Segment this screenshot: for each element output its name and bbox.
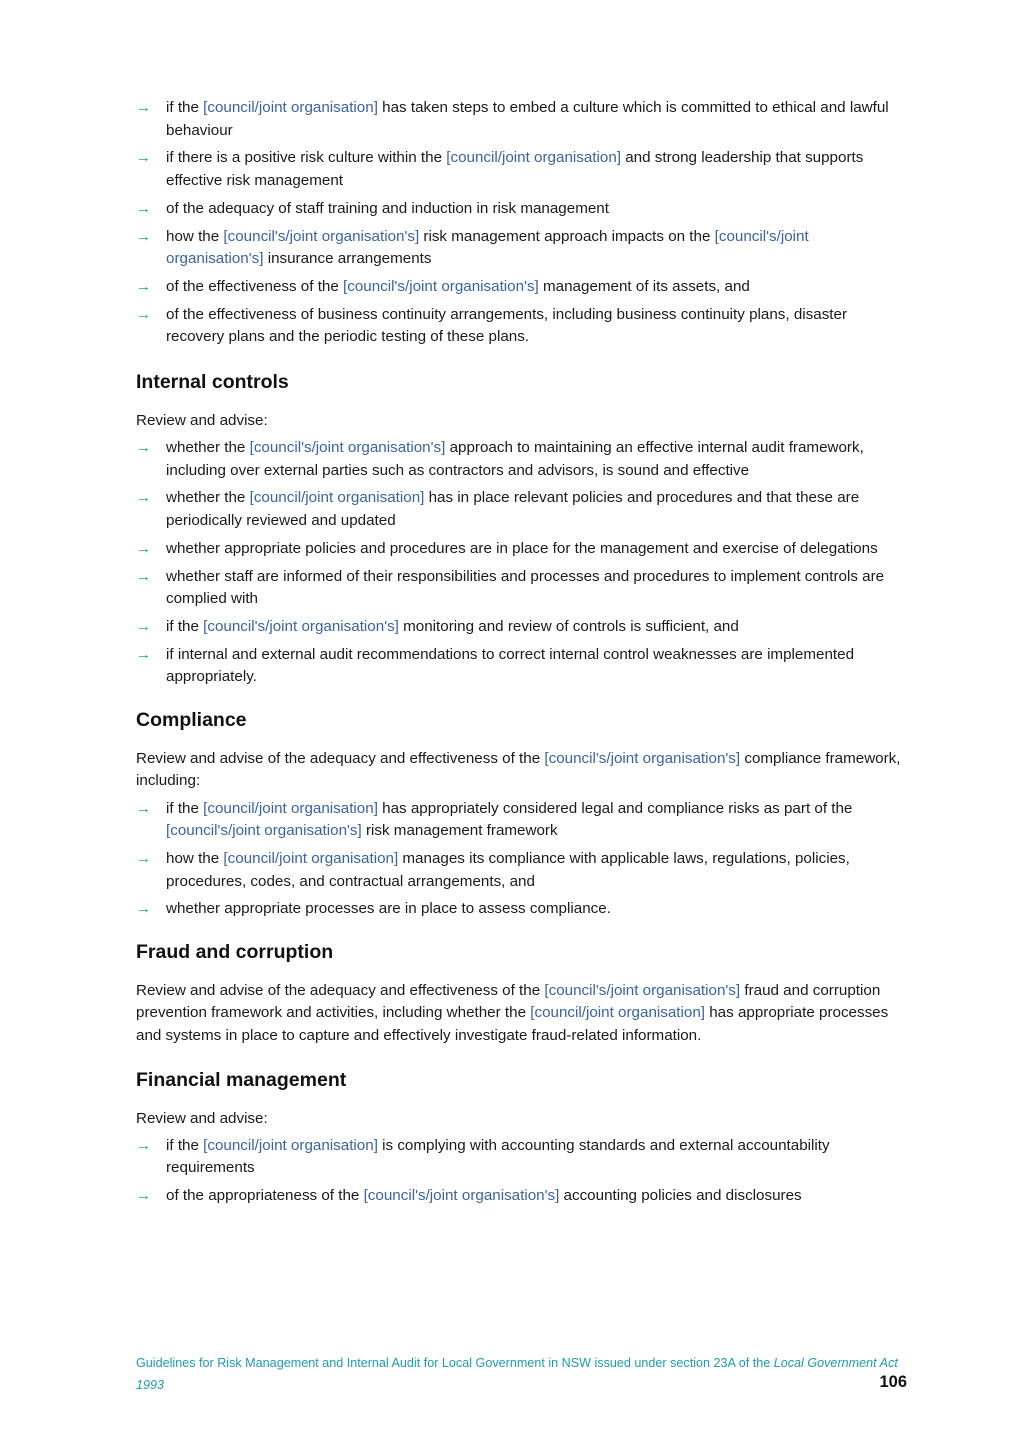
list-item (136, 616, 906, 639)
text-segment: of the adequacy of staff training and induction in risk management (166, 199, 609, 217)
arrow-right-icon: → (136, 99, 151, 116)
arrow-right-icon: → (136, 489, 151, 507)
footer-act-title: Local Government Act 1993 (136, 1356, 898, 1392)
list-item (136, 487, 906, 532)
arrow-right-icon: → (136, 199, 151, 217)
footer (136, 1353, 906, 1396)
section-lead (136, 980, 906, 1048)
text-segment: approach to maintaining an effective internal audit framework, including over external parties such as contractors and advisors, is sound and effective (166, 438, 864, 479)
arrow-right-icon: → (136, 900, 151, 918)
section-heading: Financial management (136, 1068, 347, 1091)
text-segment: Review and advise of the adequacy and effectiveness of the (136, 981, 545, 999)
text-segment: risk management framework (361, 822, 558, 840)
placeholder-text: [council's/joint organisation's] (203, 617, 399, 635)
placeholder-text: [council's/joint organisation's] (166, 227, 809, 268)
placeholder-text: [council's/joint organisation's] (544, 981, 741, 999)
text-segment: manages its compliance with applicable laws, regulations, policies, procedures, codes, and contractual arrangements, and (166, 849, 850, 890)
text-segment: is complying with accounting standards and external accountability requirements (166, 1136, 830, 1177)
section-bullet-list (136, 798, 906, 921)
section-financial (136, 1067, 906, 1208)
text-segment: if there is a positive risk culture within the (166, 149, 447, 167)
text-segment: has appropriate processes and systems in place to capture and effectively investigate fraud-related information. (136, 1004, 889, 1045)
placeholder-text: [council's/joint organisation's] (343, 277, 539, 295)
text-segment: of the appropriateness of the (166, 1187, 364, 1205)
text-segment: management of its assets, and (538, 277, 750, 295)
arrow-right-icon: → (136, 539, 151, 557)
list-item (136, 226, 906, 271)
list-item (136, 1135, 906, 1180)
section-heading: Fraud and corruption (136, 940, 334, 963)
text-segment: whether staff are informed of their responsibilities and processes and procedures to implement controls are complied with (166, 567, 885, 608)
text-segment: Review and advise of the adequacy and effectiveness of the (136, 749, 545, 767)
text-segment: compliance framework, including: (136, 749, 901, 790)
list-item (136, 538, 906, 561)
text-segment: whether appropriate processes are in place to assess compliance. (166, 900, 611, 918)
placeholder-text: [council's/joint organisation's] (223, 227, 420, 245)
section-fraud (136, 939, 906, 1048)
text-segment: and strong leadership that supports effective risk management (166, 149, 864, 189)
list-item (136, 437, 906, 482)
arrow-right-icon: → (136, 645, 151, 663)
text-segment: has appropriately considered legal and compliance risks as part of the (377, 799, 853, 817)
text-segment: accounting policies and disclosures (559, 1187, 802, 1205)
list-item (136, 1185, 906, 1208)
section-lead (136, 748, 906, 793)
text-segment: how the (166, 849, 224, 867)
section-internal (136, 369, 906, 689)
list-item (136, 898, 906, 921)
text-segment: if the (166, 99, 204, 116)
text-segment: fraud and corruption prevention framework and activities, including whether the (136, 981, 881, 1022)
text-segment: has taken steps to embed a culture which is committed to ethical and lawful behaviour (166, 99, 889, 139)
text-segment: monitoring and review of controls is sufficient, and (398, 617, 739, 635)
list-item (136, 848, 906, 893)
placeholder-text: [council's/joint organisation's] (166, 822, 362, 840)
arrow-right-icon: → (136, 849, 151, 867)
section-compliance (136, 707, 906, 921)
text-segment: of the effectiveness of the (166, 277, 344, 295)
arrow-right-icon: → (136, 1136, 151, 1154)
arrow-right-icon: → (136, 799, 151, 817)
page-content (136, 97, 906, 1213)
sections (136, 369, 906, 1208)
section-bullet-list (136, 437, 906, 689)
arrow-right-icon: → (136, 617, 151, 635)
placeholder-text: [council/joint organisation] (446, 149, 622, 167)
text-segment: if the (166, 1136, 204, 1154)
arrow-right-icon: → (136, 438, 151, 456)
footer-text: Guidelines for Risk Management and Internal Audit for Local Government in NSW issued under section 23A of the (136, 1356, 774, 1370)
placeholder-text: [council's/joint organisation's] (363, 1187, 560, 1205)
text-segment: if the (166, 617, 204, 635)
list-item (136, 97, 906, 142)
text-segment: Review and advise: (136, 1109, 268, 1127)
placeholder-text: [council's/joint organisation's] (544, 749, 741, 767)
section-lead (136, 410, 906, 433)
list-item (136, 198, 906, 221)
arrow-right-icon: → (136, 305, 151, 323)
text-segment: whether the (166, 438, 250, 456)
page-number: 106 (879, 1373, 907, 1391)
intro-bullet-list (136, 97, 906, 349)
text-segment: of the effectiveness of business continuity arrangements, including business continuity plans, disaster recovery plans and the periodic testing of these plans. (166, 305, 848, 346)
section-bullet-list (136, 1135, 906, 1208)
arrow-right-icon: → (136, 567, 151, 585)
arrow-right-icon: → (136, 277, 151, 295)
text-segment: Review and advise: (136, 411, 268, 429)
arrow-right-icon: → (136, 227, 151, 245)
text-segment: whether the (166, 489, 250, 507)
text-segment: insurance arrangements (263, 250, 432, 268)
placeholder-text: [council/joint organisation] (203, 99, 378, 116)
list-item (136, 147, 906, 192)
text-segment: how the (166, 227, 224, 245)
section-lead (136, 1108, 906, 1131)
list-item (136, 644, 906, 689)
placeholder-text: [council/joint organisation] (249, 489, 425, 507)
list-item (136, 276, 906, 299)
list-item (136, 566, 906, 611)
text-segment: has in place relevant policies and procedures and that these are periodically reviewed and updated (166, 489, 860, 529)
section-heading: Internal controls (136, 370, 289, 393)
text-segment: if the (166, 799, 204, 817)
text-segment: whether appropriate policies and procedures are in place for the management and exercise of delegations (166, 539, 878, 557)
arrow-right-icon: → (136, 1187, 151, 1205)
placeholder-text: [council/joint organisation] (530, 1004, 706, 1022)
placeholder-text: [council/joint organisation] (203, 799, 378, 817)
placeholder-text: [council's/joint organisation's] (249, 438, 446, 456)
list-item (136, 798, 906, 843)
section-heading: Compliance (136, 708, 247, 731)
placeholder-text: [council/joint organisation] (203, 1136, 378, 1154)
text-segment: risk management approach impacts on the (419, 227, 715, 245)
text-segment: if internal and external audit recommendations to correct internal control weaknesses are implemented appropriately. (166, 645, 855, 686)
placeholder-text: [council/joint organisation] (223, 849, 399, 867)
list-item (136, 304, 906, 349)
arrow-right-icon: → (136, 149, 151, 167)
